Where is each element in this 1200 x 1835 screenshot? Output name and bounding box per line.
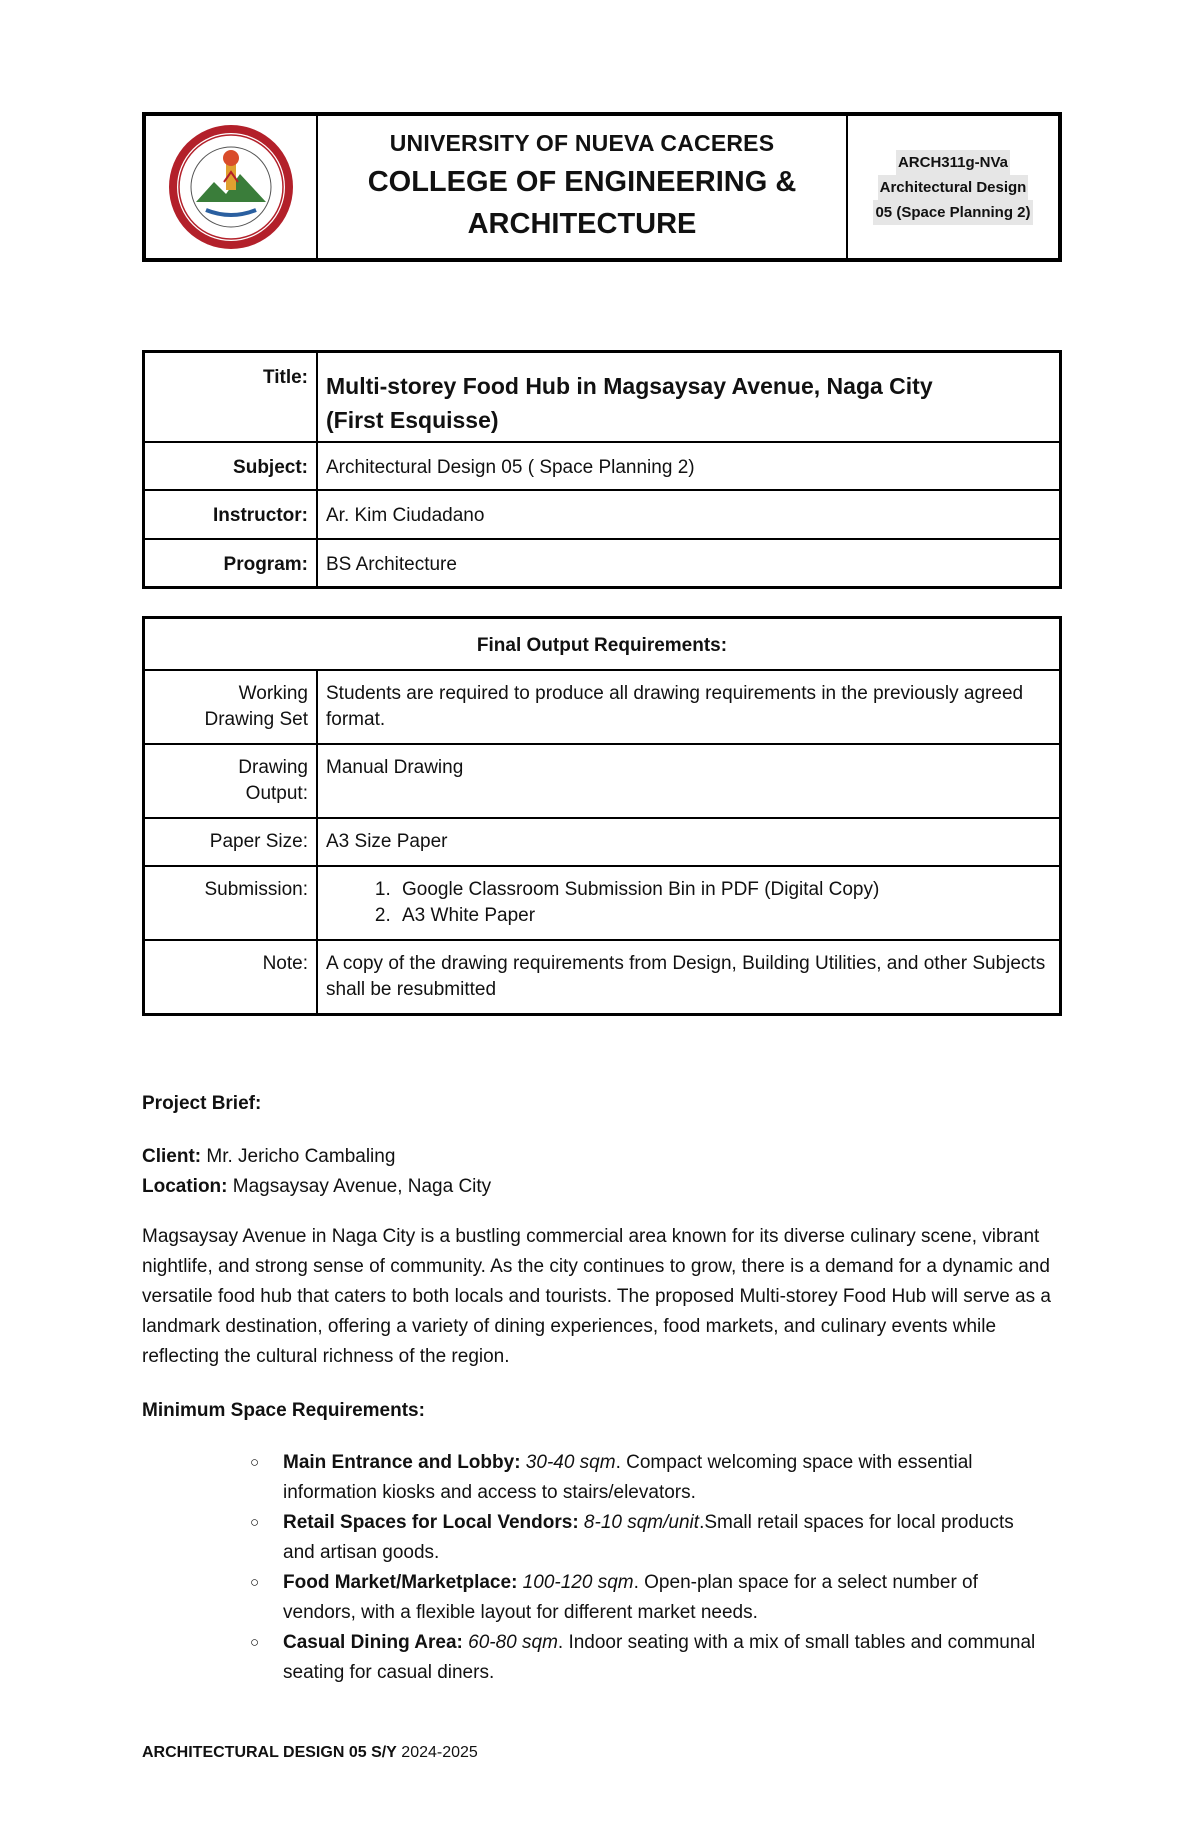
paper-size-row <box>144 818 1061 866</box>
project-brief-heading: Project Brief: <box>142 1093 262 1114</box>
space-name: Main Entrance and Lobby: <box>283 1452 521 1473</box>
requirements-table <box>142 616 1062 1016</box>
space-item <box>250 1568 1040 1628</box>
drawing-label-line2: Output: <box>245 783 308 804</box>
space-item <box>250 1448 1040 1508</box>
working-drawing-label <box>144 670 318 744</box>
client-line <box>142 1142 1062 1172</box>
working-drawing-row <box>144 670 1061 744</box>
space-area: 60-80 sqm <box>462 1632 558 1653</box>
submission-item: 2. A3 White Paper <box>396 903 1051 929</box>
note-label: Note: <box>144 940 318 1014</box>
program-row <box>144 539 1061 588</box>
drawing-output-row <box>144 744 1061 818</box>
project-description: Magsaysay Avenue in Naga City is a bustling commercial area known for its diverse culinary scene, vibrant nightlife, and strong sense of community. As the city continues to grow, there is a demand for a dynamic and versatile food hub that caters to both locals and tourists. The proposed Multi-storey Food Hub will serve as a landmark destination, offering a variety of dining experiences, food markets, and culinary events while reflecting the cultural richness of the region. <box>142 1226 1051 1367</box>
footer-label: ARCHITECTURAL DESIGN 05 S/Y <box>142 1744 397 1761</box>
subject-value: Architectural Design 05 ( Space Planning 2) <box>317 442 1061 490</box>
document-header <box>142 112 1062 262</box>
submission-row <box>144 866 1061 940</box>
college-name-line2: ARCHITECTURE <box>467 207 697 240</box>
subject-row <box>144 442 1061 490</box>
client-label: Client: <box>142 1146 202 1167</box>
note-value: A copy of the drawing requirements from Design, Building Utilities, and other Subjects shall be resubmitted <box>317 940 1061 1014</box>
bullet-icon: ○ <box>250 1454 260 1471</box>
college-name-line1: COLLEGE OF ENGINEERING & <box>367 165 797 198</box>
paper-size-label: Paper Size: <box>144 818 318 866</box>
space-item <box>250 1508 1040 1568</box>
min-space-heading: Minimum Space Requirements: <box>142 1400 425 1421</box>
location-value: Magsaysay Avenue, Naga City <box>227 1176 492 1197</box>
title-line2: (First Esquisse) <box>326 407 499 433</box>
bullet-icon: ○ <box>250 1514 260 1531</box>
requirements-heading: Final Output Requirements: <box>144 618 1061 671</box>
submission-label: Submission: <box>144 866 318 940</box>
subject-label: Subject: <box>144 442 318 490</box>
working-label-line1: Working <box>238 683 308 704</box>
course-name: Architectural Design <box>878 175 1029 200</box>
requirements-heading-row <box>144 618 1061 671</box>
space-desc: .Small retail spaces for local products and artisan goods. <box>283 1512 1014 1563</box>
space-area: 100-120 sqm <box>517 1572 634 1593</box>
header-title-cell <box>318 116 848 258</box>
title-line1: Multi-storey Food Hub in Magsaysay Avenue, Naga City <box>326 373 933 399</box>
space-name: Retail Spaces for Local Vendors: <box>283 1512 579 1533</box>
space-name: Food Market/Marketplace: <box>283 1572 518 1593</box>
space-item <box>250 1628 1040 1688</box>
program-value: BS Architecture <box>317 539 1061 588</box>
location-line <box>142 1172 1062 1202</box>
space-desc: . Indoor seating with a mix of small tables and communal seating for casual diners. <box>283 1632 1036 1683</box>
working-label-line2: Drawing Set <box>204 709 308 730</box>
client-value: Mr. Jericho Cambaling <box>201 1146 396 1167</box>
info-table <box>142 350 1062 589</box>
space-area: 30-40 sqm <box>520 1452 616 1473</box>
paper-size-value: A3 Size Paper <box>317 818 1061 866</box>
submission-value <box>317 866 1061 940</box>
location-label: Location: <box>142 1176 228 1197</box>
space-desc: . Compact welcoming space with essential information kiosks and access to stairs/elevators. <box>283 1452 973 1503</box>
instructor-row <box>144 490 1061 539</box>
drawing-label-line1: Drawing <box>238 757 308 778</box>
page-footer <box>142 1744 478 1762</box>
space-area: 8-10 sqm/unit <box>578 1512 700 1533</box>
footer-year: 2024-2025 <box>396 1744 478 1761</box>
instructor-label: Instructor: <box>144 490 318 539</box>
university-name: UNIVERSITY OF NUEVA CACERES <box>389 129 775 156</box>
title-row <box>144 352 1061 442</box>
course-code: ARCH311g-NVa <box>896 150 1010 175</box>
title-value <box>317 352 1061 442</box>
course-code-cell <box>848 116 1058 258</box>
bullet-icon: ○ <box>250 1574 260 1591</box>
submission-item: 1. Google Classroom Submission Bin in PDF (Digital Copy) <box>396 877 1051 903</box>
college-name <box>368 161 797 245</box>
space-name: Casual Dining Area: <box>283 1632 463 1653</box>
submission-list <box>326 877 1051 929</box>
logo-cell <box>146 116 318 258</box>
drawing-output-label <box>144 744 318 818</box>
program-label: Program: <box>144 539 318 588</box>
space-desc: . Open-plan space for a select number of vendors, with a flexible layout for different market needs. <box>283 1572 978 1623</box>
note-row <box>144 940 1061 1014</box>
space-requirements-list <box>250 1448 1040 1688</box>
university-seal-logo <box>166 122 296 252</box>
instructor-value: Ar. Kim Ciudadano <box>317 490 1061 539</box>
bullet-icon: ○ <box>250 1634 260 1651</box>
course-subtitle: 05 (Space Planning 2) <box>873 200 1032 225</box>
working-drawing-value: Students are required to produce all drawing requirements in the previously agreed format. <box>317 670 1061 744</box>
title-label: Title: <box>144 352 318 442</box>
drawing-output-value: Manual Drawing <box>317 744 1061 818</box>
